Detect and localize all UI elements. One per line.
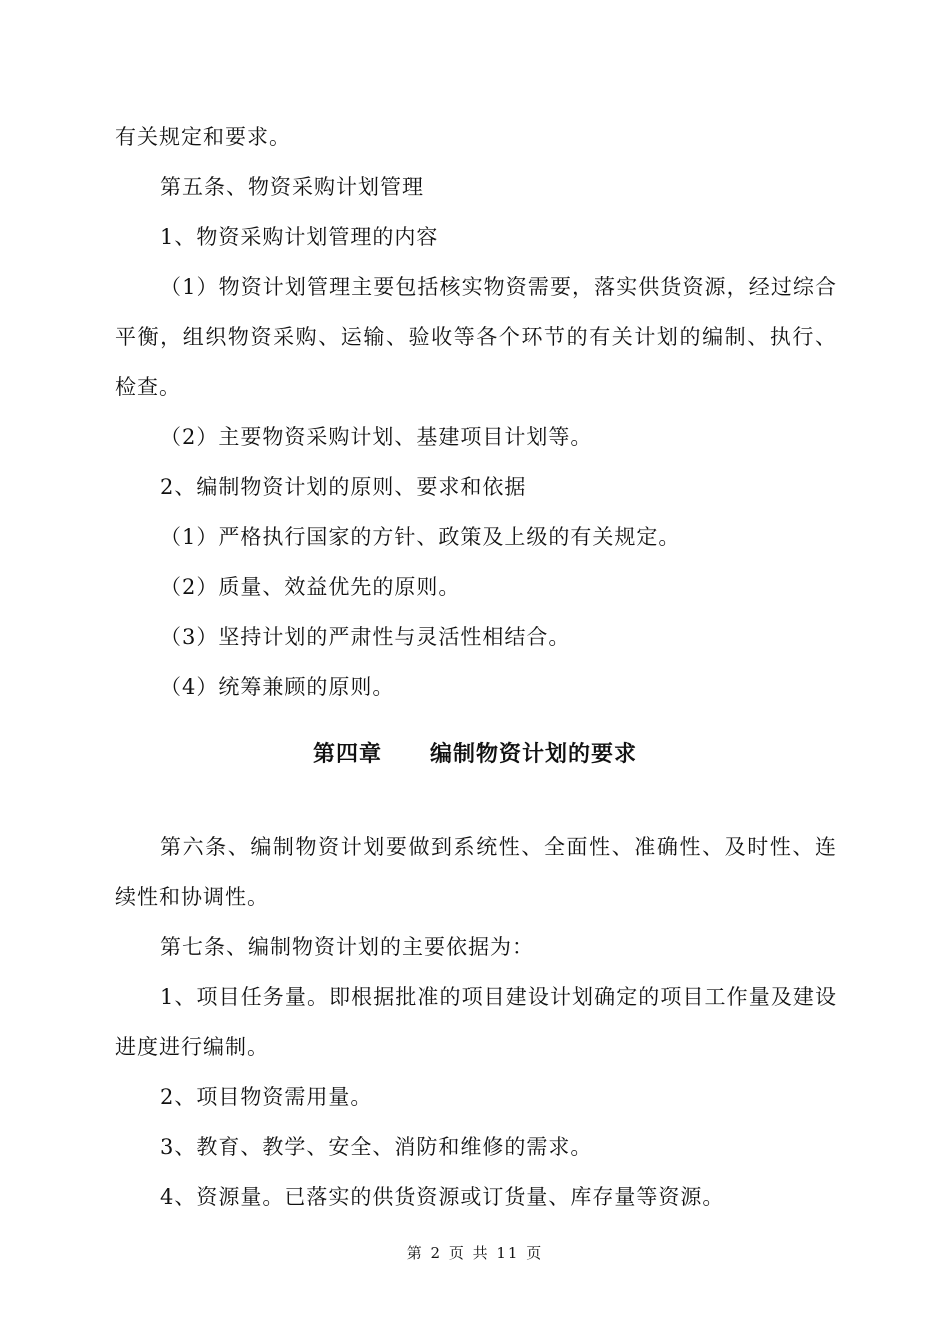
list-item: （3）坚持计划的严肃性与灵活性相结合。 (160, 625, 571, 649)
paragraph-line: 有关规定和要求。 (115, 125, 291, 149)
paragraph-line: 检查。 (115, 375, 181, 399)
chapter-number: 第四章 (312, 741, 382, 767)
chapter-title (0, 739, 950, 769)
list-item: （2）质量、效益优先的原则。 (160, 575, 461, 599)
article-paragraph: 第六条、编制物资计划要做到系统性、全面性、准确性、及时性、连 (160, 835, 837, 859)
list-item: 4、资源量。已落实的供货资源或订货量、库存量等资源。 (160, 1185, 725, 1209)
list-item: （1）严格执行国家的方针、政策及上级的有关规定。 (160, 525, 681, 549)
paragraph-line: 续性和协调性。 (115, 885, 269, 909)
list-item: 3、教育、教学、安全、消防和维修的需求。 (160, 1135, 593, 1159)
paragraph-line: 平衡，组织物资采购、运输、验收等各个环节的有关计划的编制、执行、 (115, 325, 837, 349)
section-heading: 2、编制物资计划的原则、要求和依据 (160, 475, 527, 499)
list-item: 2、项目物资需用量。 (160, 1085, 373, 1109)
article-heading: 第五条、物资采购计划管理 (160, 175, 424, 199)
paragraph-line: 进度进行编制。 (115, 1035, 269, 1059)
list-item: 1、项目任务量。即根据批准的项目建设计划确定的项目工作量及建设 (160, 985, 837, 1009)
page-footer: 第 2 页 共 11 页 (406, 1244, 544, 1262)
article-heading: 第七条、编制物资计划的主要依据为： (160, 935, 534, 959)
paragraph-line: （1）物资计划管理主要包括核实物资需要，落实供货资源，经过综合 (160, 275, 837, 299)
chapter-name: 编制物资计划的要求 (430, 741, 638, 767)
list-item: （4）统筹兼顾的原则。 (160, 675, 395, 699)
list-item: （2）主要物资采购计划、基建项目计划等。 (160, 425, 593, 449)
section-heading: 1、物资采购计划管理的内容 (160, 225, 439, 249)
